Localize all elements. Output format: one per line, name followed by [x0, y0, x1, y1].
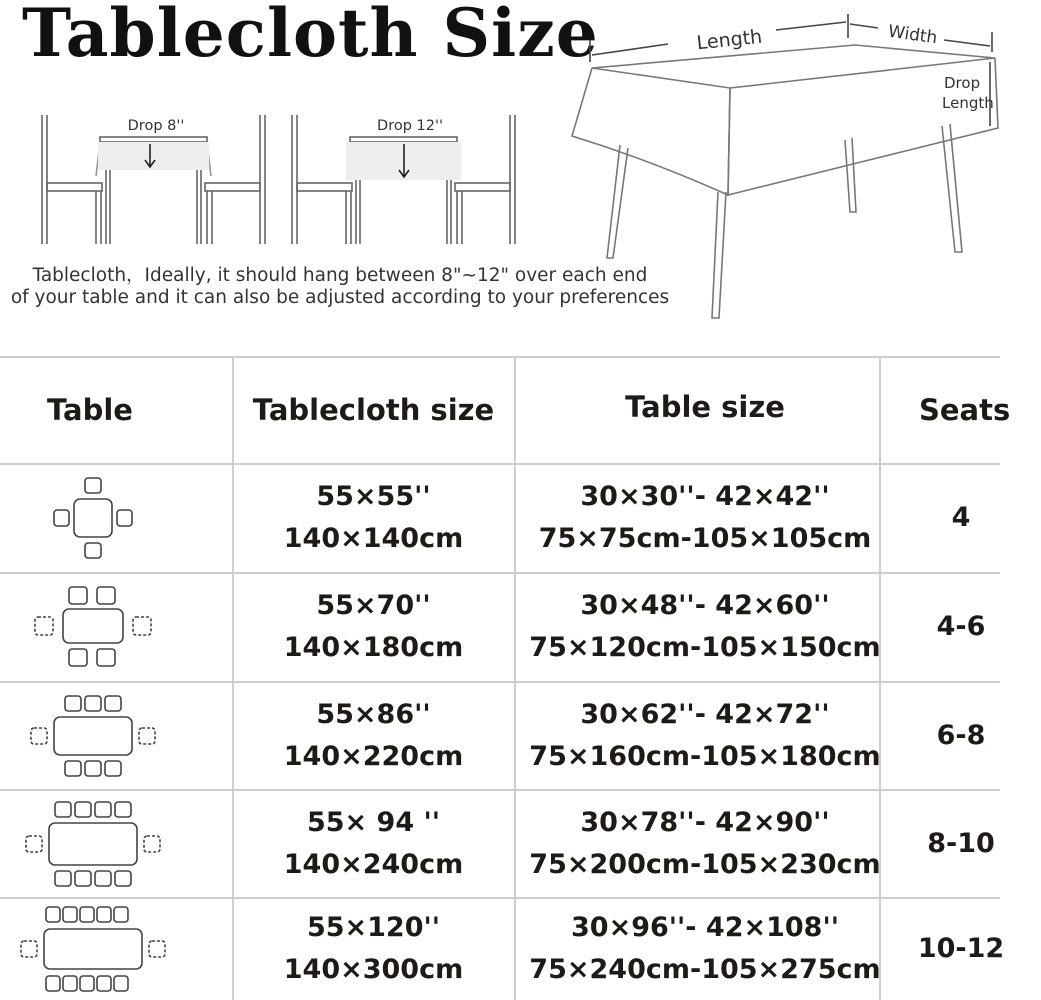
table-size-inches: 30×48''- 42×60'' [580, 590, 830, 621]
rect-table-10-seats-icon [0, 790, 186, 897]
table-size-cell [515, 898, 895, 1000]
seats-cell: 4 [951, 502, 971, 533]
tablecloth-size-cell [233, 464, 514, 572]
table-row [0, 898, 1005, 1000]
rect-table-12-seats-icon [0, 898, 186, 1000]
rect-table-8-seats-icon [0, 682, 186, 789]
tablecloth-size-cell [233, 790, 514, 897]
drop-length-label-line2: Length [942, 94, 994, 112]
side-view-drop-8-illustration [42, 115, 265, 244]
table-size-cell [515, 790, 895, 897]
seats-cell: 10-12 [917, 933, 1005, 964]
table-header-row [0, 356, 1011, 463]
header-seats: Seats [919, 392, 1011, 427]
seats-cell: 6-8 [936, 719, 986, 751]
tablecloth-size-cell [233, 573, 514, 681]
table-size-cell [515, 464, 895, 572]
tablecloth-size-cm: 140×300cm [283, 954, 464, 985]
table-size-inches: 30×30''- 42×42'' [580, 481, 830, 512]
seats-cell: 8-10 [927, 827, 995, 859]
table-row [0, 573, 1000, 681]
tablecloth-size-cm: 140×140cm [283, 523, 464, 554]
table-size-inches: 30×78''- 42×90'' [580, 806, 830, 838]
side-view-drop-12-illustration [292, 115, 515, 244]
drop-length-label-line1: Drop [944, 74, 981, 92]
seats-cell: 4-6 [936, 611, 986, 642]
tablecloth-size-inches: 55×70'' [316, 590, 431, 621]
page-title: Tablecloth Size [22, 0, 599, 72]
caption-line-1: Tablecloth，Ideally, it should hang between 8"~12" over each end [32, 265, 648, 286]
rect-table-6-seats-icon [0, 573, 186, 681]
table-size-cell [515, 573, 895, 681]
table-size-inches: 30×96''- 42×108'' [571, 912, 839, 943]
header-table: Table [47, 392, 133, 427]
table-row [0, 682, 1000, 789]
header-table-size: Table size [625, 390, 785, 424]
table-size-cm: 75×160cm-105×180cm [529, 740, 881, 772]
square-table-4-seats-icon [0, 464, 186, 572]
table-size-cell [515, 682, 895, 789]
size-table [0, 356, 1011, 1000]
table-size-cm: 75×240cm-105×275cm [529, 954, 881, 985]
table-row [0, 464, 1000, 572]
caption-line-2: of your table and it can also be adjusted according to your preferences [10, 287, 670, 308]
tablecloth-size-inches: 55×120'' [306, 912, 441, 943]
width-label: Width [886, 21, 939, 49]
table-size-cm: 75×75cm-105×105cm [538, 523, 872, 554]
header-tablecloth-size: Tablecloth size [252, 392, 495, 427]
table-size-cm: 75×120cm-105×150cm [529, 632, 881, 663]
tablecloth-size-cm: 140×220cm [283, 740, 464, 772]
table-size-cm: 75×200cm-105×230cm [529, 848, 881, 880]
drop-8-label: Drop 8'' [127, 118, 185, 134]
tablecloth-size-inches: 55×55'' [316, 481, 431, 512]
tablecloth-size-inches: 55× 94 '' [306, 806, 441, 838]
length-label: Length [695, 25, 764, 55]
tablecloth-size-cell [233, 682, 514, 789]
drop-12-label: Drop 12'' [377, 118, 443, 134]
tablecloth-size-cm: 140×240cm [283, 848, 464, 880]
table-row [0, 790, 1000, 897]
table-size-inches: 30×62''- 42×72'' [580, 698, 830, 730]
tablecloth-size-inches: 55×86'' [316, 698, 431, 730]
tablecloth-size-cm: 140×180cm [283, 632, 464, 663]
tablecloth-size-cell [233, 898, 514, 1000]
